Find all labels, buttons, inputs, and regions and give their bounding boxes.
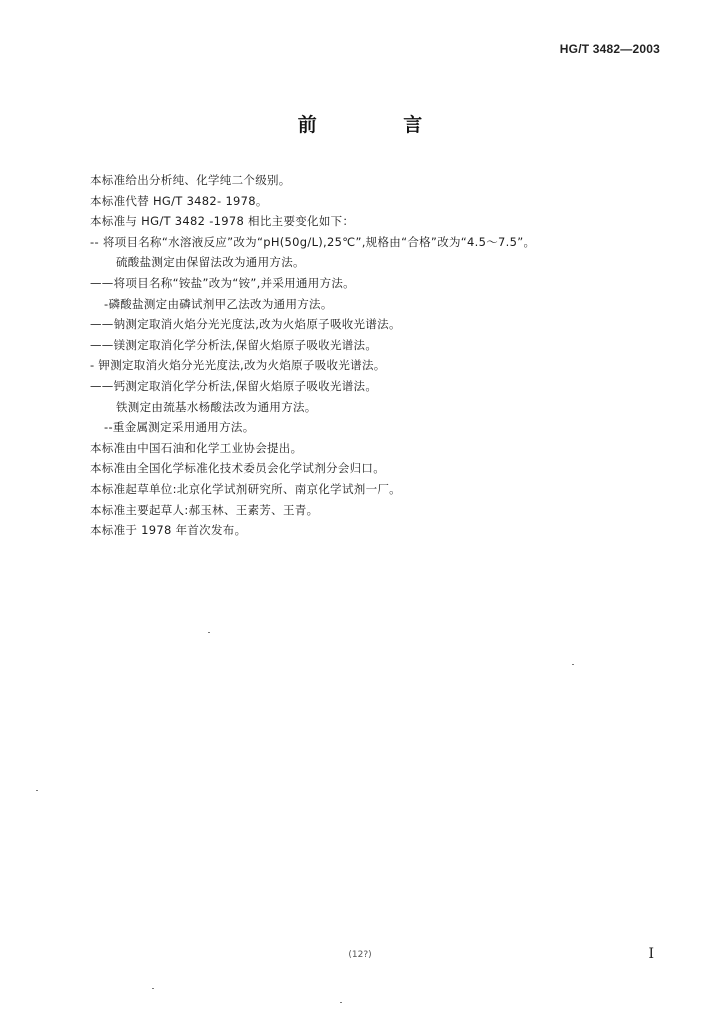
page-number: (12?) [348,950,372,960]
text-line: 本标准与 HG/T 3482 -1978 相比主要变化如下： [90,214,355,229]
scan-speck [152,988,154,989]
text-line: 本标准主要起草人:郝玉林、王素芳、王青。 [90,502,319,517]
text-line: - 钾测定取消火焰分光光度法,改为火焰原子吸收光谱法。 [90,358,386,373]
text-line: 本标准起草单位:北京化学试剂研究所、南京化学试剂一厂。 [90,481,401,496]
scan-speck [208,632,210,633]
text-line: 本标准给出分析纯、化学纯二个级别。 [90,173,291,187]
text-line: 硫酸盐测定由保留法改为通用方法。 [116,255,305,270]
text-line: ——镁测定取消化学分析法,保留火焰原子吸收光谱法。 [90,337,378,352]
scan-speck [340,1002,342,1003]
text-line: ——钠测定取消火焰分光光度法,改为火焰原子吸收光谱法。 [90,317,401,332]
text-line: --重金属测定采用通用方法。 [104,420,255,435]
text-line: 本标准由全国化学标准化技术委员会化学试剂分会归口。 [90,461,385,476]
standard-code: HG/T 3482—2003 [559,42,660,56]
text-line: -- 将项目名称“水溶液反应”改为“pH(50g/L),25℃”,规格由“合格”改为“4.5～7.5”。 [90,234,536,249]
foreword-body [90,170,650,541]
text-line: ——将项目名称“铵盐”改为“铵”,并采用通用方法。 [90,275,355,290]
text-line: -磷酸盐测定由磷试剂甲乙法改为通用方法。 [104,296,333,311]
roman-page-number: I [648,946,654,962]
text-line: 本标准于 1978 年首次发布。 [90,523,247,538]
page-title: 前 言 [297,114,463,136]
text-line: ——钙测定取消化学分析法,保留火焰原子吸收光谱法。 [90,378,378,393]
scan-speck [572,664,574,665]
scan-speck [36,790,38,791]
text-line: 本标准由中国石油和化学工业协会提出。 [90,440,303,455]
text-line: 本标准代替 HG/T 3482- 1978。 [90,193,268,208]
text-line: 铁测定由巯基水杨酸法改为通用方法。 [116,399,317,414]
